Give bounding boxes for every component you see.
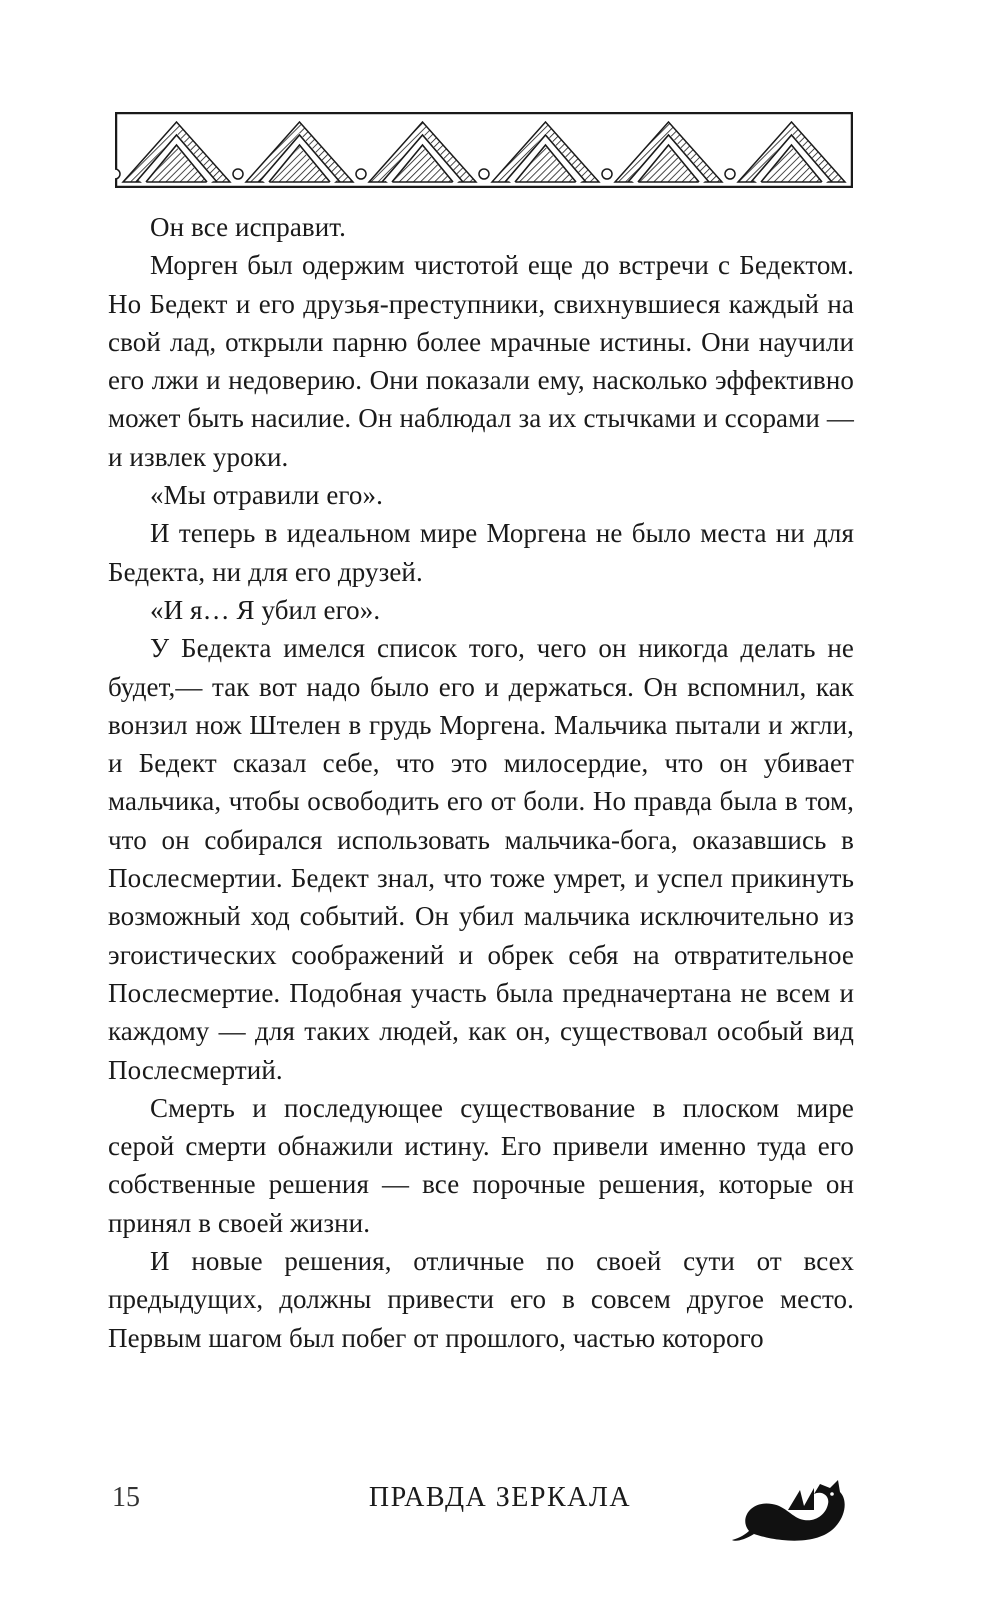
paragraph: «Мы отравили его». bbox=[150, 480, 383, 511]
ornament-triangle bbox=[492, 122, 599, 182]
ornament-triangle bbox=[738, 122, 845, 182]
ornament-knob bbox=[479, 169, 489, 179]
decorative-border-ornament bbox=[115, 112, 853, 188]
ornament-triangle bbox=[246, 122, 353, 182]
dragon-icon bbox=[730, 1470, 850, 1554]
paragraph: У Бедекта имелся список того, чего он никогда делать не будет,— так вот надо было его и держаться. Он вспомнил, как вонзил нож Штелен в грудь Моргена. Мальчика пытали и жгли, и Бедект сказал себе, что это милосердие, что он убивает мальчика, чтобы освободить его от боли. Но правда была в том, что он собирался использовать мальчика-бога, оказавшись в Послесмертии. Бедект знал, что тоже умрет, и успел прикинуть возможный ход событий. Он убил мальчика исключительно из эгоистических соображений и обрек себя на отвратительное Послесмертие. Подобная участь была предначертана не всем и каждому — для таких людей, как он, существовал особый вид Послесмертий. bbox=[108, 633, 854, 1085]
paragraph: Он все исправит. bbox=[150, 212, 347, 242]
body-text bbox=[108, 208, 854, 1357]
paragraph: Морген был одержим чистотой еще до встречи с Бедектом. Но Бедект и его друзья-преступники, свихнувшиеся каждый на свой лад, открыли парню более мрачные истины. Они научили его лжи и недоверию. Они показали ему, насколько эффективно может быть насилие. Он наблюдал за их стычками и ссорами — и извлек уроки. bbox=[108, 250, 854, 472]
running-title: ПРАВДА ЗЕРКАЛА bbox=[368, 1482, 632, 1513]
ornament-knob bbox=[602, 169, 612, 179]
ornament-triangle bbox=[615, 122, 722, 182]
ornament-knob bbox=[233, 169, 243, 179]
paragraph: Смерть и последующее существование в плоском мире серой смерти обнажили истину. Его привели именно туда его собственные решения — все порочные решения, которые он принял в своей жизни. bbox=[108, 1092, 854, 1238]
paragraph: «И я… Я убил его». bbox=[150, 594, 381, 625]
paragraph: И теперь в идеальном мире Моргена не было места ни для Бедекта, ни для его друзей. bbox=[108, 518, 854, 587]
ornament-triangle bbox=[369, 122, 476, 182]
ornament-knob bbox=[356, 169, 366, 179]
ornament-triangle bbox=[123, 122, 230, 182]
page-footer bbox=[0, 1470, 1000, 1550]
paragraph: И новые решения, отличные по своей сути от всех предыдущих, должны привести его в совсем другое место. Первым шагом был побег от прошлого, частью которого bbox=[108, 1246, 854, 1353]
page-number: 15 bbox=[112, 1482, 140, 1513]
ornament-knob bbox=[115, 169, 120, 179]
ornament-knob bbox=[725, 169, 735, 179]
